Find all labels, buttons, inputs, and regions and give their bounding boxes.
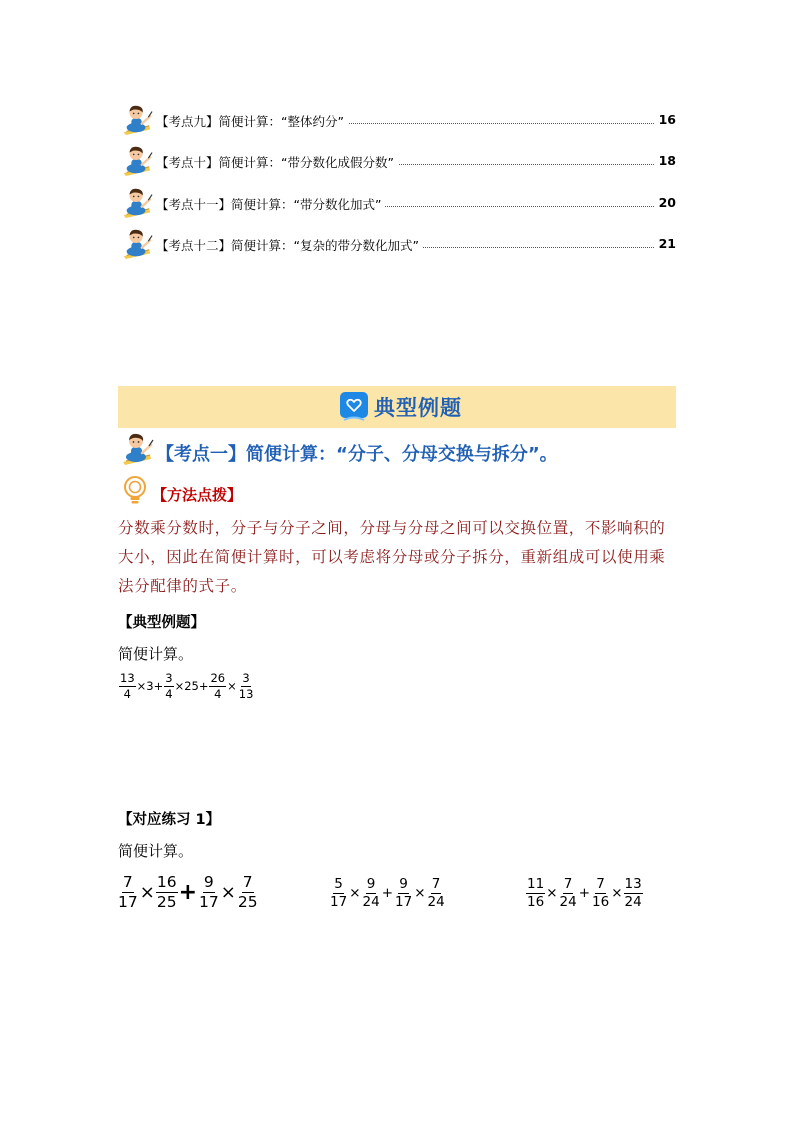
fraction: $\frac{3}{13}$ — [238, 671, 254, 701]
example-expression: $\frac{13}{4}$ ×3+ $\frac{3}{4}$ ×25+ $\frac{26}{4}$ × $\frac{3}{13}$ — [120, 671, 254, 701]
student-reading-icon — [120, 228, 154, 260]
method-body: 分数乘分数时，分子与分子之间，分母与分母之间可以交换位置，不影响积的大小，因此在简便计算时，可以考虑将分母或分子拆分，重新组成可以使用乘法分配律的式子。 — [118, 519, 666, 595]
lightbulb-icon — [120, 474, 150, 506]
fraction: $\frac{26}{4}$ — [210, 671, 226, 701]
practice-expression-3: $\frac{11}{16}$ × $\frac{7}{24}$ + $\frac{7}{16}$ × $\frac{13}{24}$ — [527, 876, 642, 910]
toc-entry-page: 20 — [658, 195, 676, 210]
fraction: $\frac{13}{4}$ — [120, 671, 135, 701]
toc-entry-page: 16 — [658, 112, 676, 127]
toc-entry-label: 【考点九】简便计算：“整体约分” — [156, 112, 348, 130]
toc-entry-label: 【考点十二】简便计算：“复杂的带分数化加式” — [156, 236, 423, 254]
example-title: 【典型例题】 — [118, 615, 205, 631]
student-reading-icon — [120, 145, 154, 177]
toc-entry[interactable] — [120, 228, 676, 258]
practice-title: 【对应练习 1】 — [118, 812, 221, 828]
toc-entry-page: 18 — [658, 153, 676, 168]
practice-expression-2: $\frac{5}{17}$ × $\frac{9}{24}$ + $\frac{9}{17}$ × $\frac{7}{24}$ — [330, 876, 445, 910]
student-reading-icon — [120, 187, 154, 219]
toc-entry[interactable] — [120, 187, 676, 217]
example-prompt: 简便计算。 — [118, 645, 194, 663]
section-banner — [118, 386, 676, 428]
fraction: $\frac{3}{4}$ — [165, 671, 173, 701]
toc-entry-label: 【考点十一】简便计算：“带分数化加式” — [156, 195, 385, 213]
student-reading-icon — [120, 432, 154, 466]
point-title: 【考点一】简便计算：“分子、分母交换与拆分”。 — [156, 444, 558, 465]
practice-prompt: 简便计算。 — [118, 842, 194, 860]
toc-entry-page: 21 — [658, 236, 676, 251]
toc-entry-label: 【考点十】简便计算：“带分数化成假分数” — [156, 153, 398, 171]
banner-title: 典型例题 — [374, 396, 462, 420]
toc-entry[interactable] — [120, 145, 676, 175]
heart-badge-icon — [339, 391, 369, 423]
toc-entry[interactable] — [120, 104, 676, 134]
practice-expression-1: $\frac{7}{17}$ × $\frac{16}{25}$ + $\frac{9}{17}$ × $\frac{7}{25}$ — [118, 873, 258, 912]
student-reading-icon — [120, 104, 154, 136]
method-title: 【方法点拨】 — [152, 486, 243, 504]
